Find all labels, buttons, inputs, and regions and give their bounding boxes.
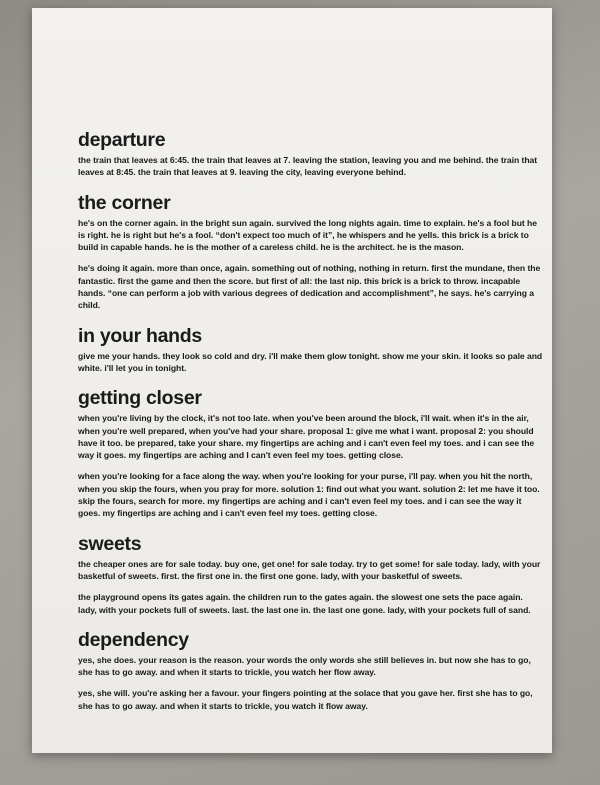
section-getting-closer bbox=[78, 386, 543, 519]
section-paragraph: when you're living by the clock, it's not too late. when you've been around the block, i'll wait. when it's in the air, when you're well prepared, when you've had your share. proposal 1: give me what i want. proposal 2: you should have it too. be prepared, take your share. my fingertips are aching and i can't even feel my toes. and i can see the way it goes. my fingertips are aching and I can't even feel my toes. getting close. bbox=[78, 413, 535, 461]
section-dependency bbox=[78, 628, 543, 712]
section-paragraph: the train that leaves at 6:45. the train that leaves at 7. leaving the station, leaving you and me behind. the train that leaves at 8:45. the train that leaves at 9. leaving the city, leaving everyone behind. bbox=[78, 155, 538, 178]
section-paragraph: he's doing it again. more than once, again. something out of nothing, nothing in return. first the mundane, then the fantastic. first the game and then the score. but first of all: the last nip. this brick is a brick to throw. incapable hands. “one can perform a job with various degrees of dedication and accomplishment”, he says. he's carrying a child. bbox=[78, 263, 541, 311]
section-sweets bbox=[78, 532, 543, 616]
section-heading: departure bbox=[78, 129, 166, 151]
section-paragraph: yes, she will. you're asking her a favour. your fingers pointing at the solace that you gave her. first she has to go, she has to go away. and when it starts to trickle, you watch it flow away. bbox=[78, 688, 533, 711]
section-paragraph: give me your hands. they look so cold and dry. i'll make them glow tonight. show me your skin. it looks so pale and white. i'll let you in tonight. bbox=[78, 350, 543, 373]
section-paragraph: yes, she does. your reason is the reason. your words the only words she still believes in. but now she has to go, she has to go away. and when it starts to trickle, you watch her flow away. bbox=[78, 654, 531, 678]
section-heading: in your hands bbox=[78, 324, 202, 347]
section-in-your-hands bbox=[78, 324, 543, 375]
section-paragraph: the playground opens its gates again. the children run to the gates again. the slowest one sets the pace again. lady, with your pockets full of sweets. last. the last one in. the last one gone. lady, with your pockets full of sand. bbox=[78, 592, 531, 615]
section-paragraph: he's on the corner again. in the bright sun again. survived the long nights again. time to explain. he's a fool but he is right. he is right but he's a fool. “don't expect too much of it”, he whispers and he yells. this brick is a brick to build in capable hands. he is the mother of a careless child. he is the architect. he is the mason. bbox=[78, 217, 537, 253]
section-heading: the corner bbox=[78, 191, 171, 214]
section-the-corner bbox=[78, 191, 543, 312]
section-paragraph: when you're looking for a face along the way. when you're looking for your purse, i'll pay. when you hit the north, when you skip the fours, when you pray for more. solution 1: find out what you want. solution 2: let me have it too. skip the fours, search for more. my fingertips are aching and i can't even feel my toes. and i can see the way it goes. my fingertips are aching and i can't even feel my toes. getting close. bbox=[78, 471, 540, 519]
section-heading: getting closer bbox=[78, 387, 202, 410]
section-paragraph: the cheaper ones are for sale today. buy one, get one! for sale today. try to get some! for sale today. lady, with your basketful of sweets. first. the first one in. the first one gone. lady, with your basketful of sweets. bbox=[78, 558, 541, 581]
section-heading: sweets bbox=[78, 532, 142, 555]
lyrics-document bbox=[78, 128, 543, 724]
paper-sheet bbox=[32, 8, 552, 753]
section-departure bbox=[78, 128, 543, 179]
section-heading: dependency bbox=[78, 628, 189, 651]
